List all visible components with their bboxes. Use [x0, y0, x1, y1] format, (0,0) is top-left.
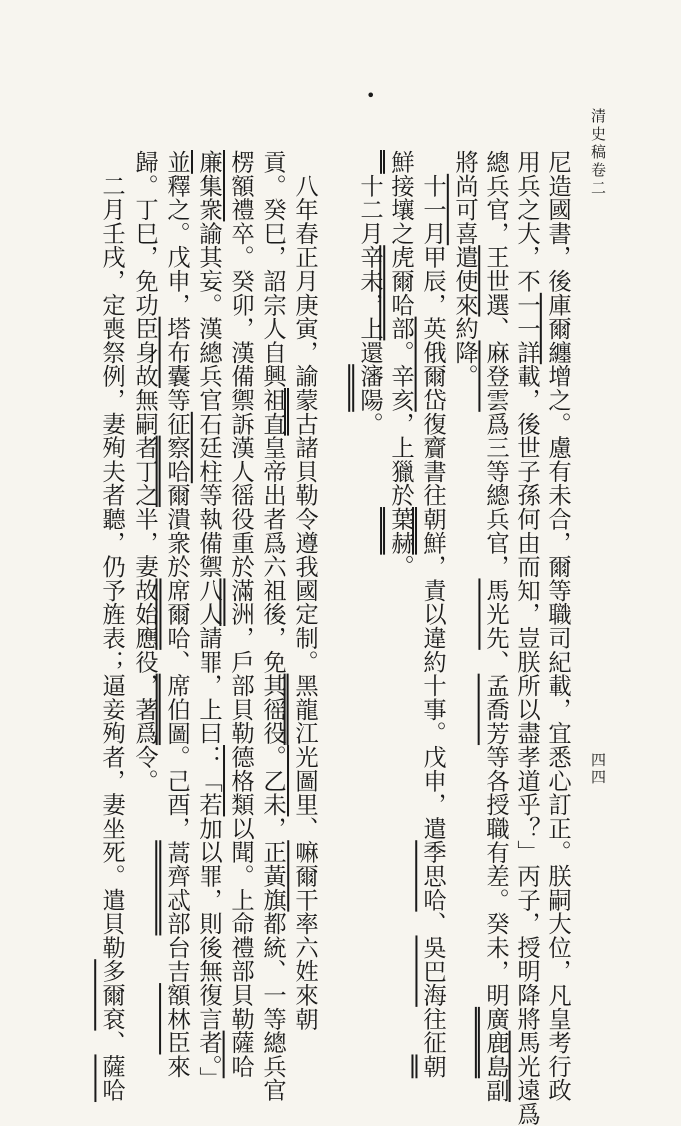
text-column	[258, 150, 286, 1102]
text-run: 等執備禦八人請罪，上曰：「若加以罪，則後無復言者。」	[195, 483, 222, 1091]
text-run: 爲三等總兵官，	[482, 411, 509, 579]
proper-name: 孟喬芳	[482, 673, 509, 746]
text-run: 、	[482, 316, 509, 341]
text-run: 八年春正月庚寅，諭	[291, 150, 318, 388]
text-run: 、	[419, 911, 446, 936]
proper-name: 席爾哈	[163, 578, 190, 650]
proper-name: 瀋陽	[356, 364, 383, 412]
proper-name: 季思哈	[419, 840, 446, 912]
text-run: 、	[482, 649, 509, 674]
proper-name: 蒿齊忒部	[163, 840, 190, 936]
text-run: 二月壬戌，定喪祭例，妻殉夫者聽，仍予旌表；逼妾殉者，妻坐死。遣貝勒	[98, 150, 125, 960]
text-column	[543, 150, 571, 1103]
text-column	[355, 150, 383, 930]
text-column	[324, 150, 352, 930]
proper-name: 額林臣	[163, 983, 190, 1055]
text-run: 、	[98, 1030, 125, 1055]
text-column	[512, 150, 540, 1126]
text-column	[290, 150, 318, 1031]
text-run: 卒。癸卯，漢備禦訴漢人徭役重於	[227, 221, 254, 579]
proper-name: 吳巴海	[419, 935, 446, 1007]
proper-name: 楞額禮	[227, 150, 254, 222]
text-run: 接壤之	[387, 173, 414, 246]
text-run: 並釋之。戊申，	[163, 150, 190, 317]
text-run: 潰衆於	[163, 507, 190, 579]
print-mark: •	[366, 86, 376, 105]
proper-name: 王世選	[482, 245, 509, 317]
text-run: 將	[451, 150, 478, 174]
proper-name: 席伯圖	[163, 673, 190, 746]
text-run: 用兵之大，不一一詳載，後世子孫何由而知，豈朕所以盡孝道乎？」丙子，授明降將	[513, 150, 540, 1031]
proper-name: 英俄爾岱	[419, 316, 446, 412]
proper-name: 蒙古	[291, 388, 318, 436]
text-run: 貢。癸巳，詔宗人自興祖直皇帝出者爲六祖後，免其徭役。乙未，正黃旗都統、一等總兵官	[259, 150, 286, 1102]
text-column	[481, 150, 509, 1103]
running-title: 清史稿卷二	[589, 108, 607, 198]
text-run: 十一月甲辰，	[419, 150, 446, 317]
proper-name: 多爾袞	[98, 959, 125, 1031]
text-column	[130, 150, 158, 930]
proper-name: 朝	[419, 1054, 446, 1079]
proper-name: 光圖里	[291, 745, 318, 817]
text-run: 。辛亥，上獵於	[387, 340, 414, 508]
text-column	[450, 150, 478, 930]
text-run: 諸貝勒令遵我國定制。	[291, 435, 318, 674]
text-column	[97, 150, 125, 1103]
text-run: 增之。慮有未合，爾等職司紀載，宜悉心訂正。朕嗣大位，凡皇考行政	[544, 364, 571, 1103]
proper-name: 滿洲	[227, 578, 254, 627]
text-run: 遣使來約降。	[451, 245, 478, 389]
text-run: 以聞。上命禮部貝勒	[227, 816, 254, 1031]
text-run: 等各授職有差。癸未，明	[482, 745, 509, 1007]
text-column	[386, 150, 414, 930]
text-run: 總兵官，	[482, 150, 509, 246]
proper-name: 馬光先	[482, 578, 509, 650]
proper-name: 察哈爾	[163, 435, 190, 508]
text-run: 十二月辛未，上還	[356, 150, 383, 365]
proper-name: 薩哈	[227, 1030, 254, 1079]
text-run: 。	[356, 411, 383, 436]
text-column	[418, 150, 446, 1079]
text-run: 。	[387, 554, 414, 579]
proper-name: 德格類	[227, 745, 254, 817]
proper-name: 庫爾纏	[544, 292, 571, 365]
proper-name: 廣鹿島	[482, 1006, 509, 1079]
proper-name: 嘛爾干	[291, 840, 318, 912]
text-run: 率六姓來朝	[291, 911, 318, 1031]
text-run: ，責以違約十事。戊申，遣	[419, 554, 446, 841]
proper-name: 黑龍江	[291, 673, 318, 746]
text-run: 副	[482, 1078, 509, 1103]
proper-name: 石廷柱	[195, 411, 222, 484]
text-run: 往征	[419, 1006, 446, 1055]
proper-name: 馬光遠	[513, 1030, 540, 1103]
page-number: 四四	[589, 752, 607, 786]
text-run: 復齎書往	[419, 411, 446, 508]
text-column	[194, 150, 222, 1091]
proper-name: 塔布囊	[163, 316, 190, 389]
text-run: 、	[291, 816, 318, 841]
proper-name: 麻登雲	[482, 340, 509, 412]
text-run: 爲	[513, 1102, 540, 1126]
proper-name: 朝鮮	[419, 507, 446, 555]
text-column	[226, 150, 254, 1079]
text-column	[162, 150, 190, 1079]
text-run: 等征	[163, 388, 190, 436]
text-run: 歸。丁巳，免功臣身故無嗣者丁之半，妻故始應役，著爲令。	[131, 150, 158, 793]
text-run: 台吉	[163, 935, 190, 984]
proper-name: 鮮	[387, 150, 414, 174]
proper-name: 廉	[195, 150, 222, 174]
proper-name: 尚可喜	[451, 173, 478, 246]
proper-name: 虎爾哈部	[387, 245, 414, 341]
text-run: 、	[163, 649, 190, 674]
proper-name: 薩哈	[98, 1054, 125, 1103]
text-run: 。己酉，	[163, 745, 190, 841]
text-run: 來	[163, 1054, 190, 1079]
text-run: 集衆諭其妄。漢總兵官	[195, 173, 222, 412]
proper-name: 葉赫	[387, 507, 414, 555]
text-run: ，戶部貝勒	[227, 626, 254, 746]
text-run: 尼造國書，後	[544, 150, 571, 293]
